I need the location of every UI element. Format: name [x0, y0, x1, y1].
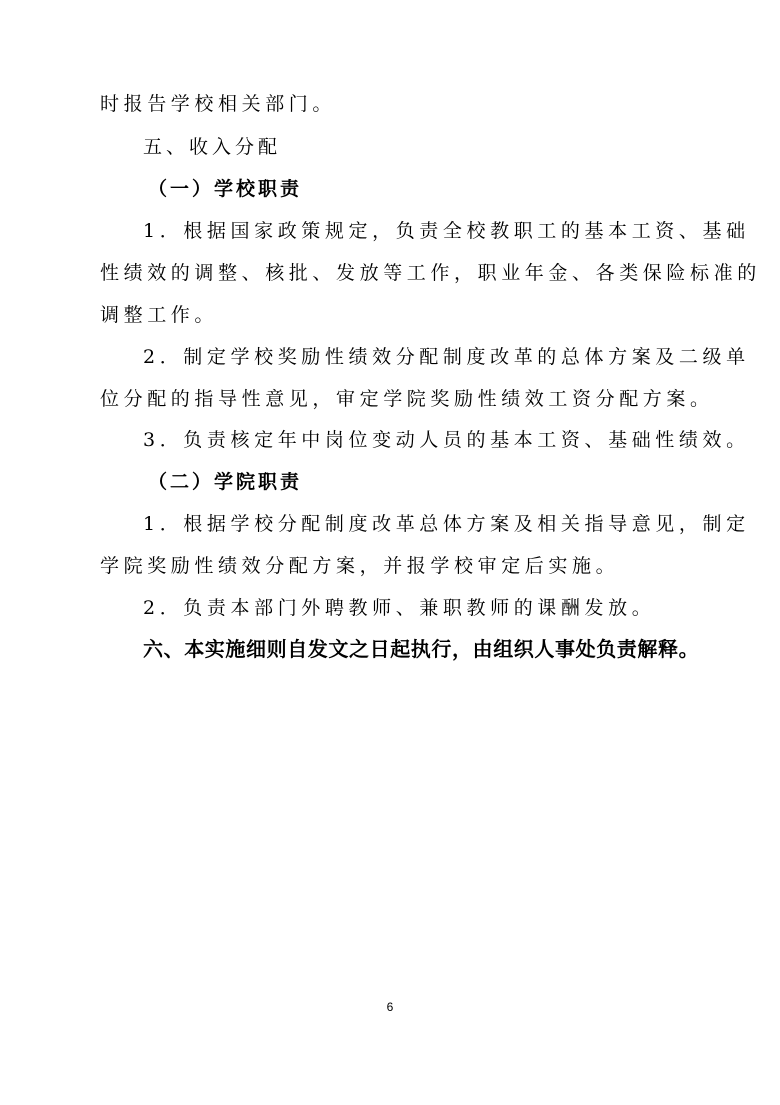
section-heading-income-distribution: 五、收入分配	[143, 136, 282, 158]
school-duty-1-line-2: 性绩效的调整、核批、发放等工作，职业年金、各类保险标准的	[100, 262, 761, 284]
subsection-heading-school-duties: （一）学校职责	[148, 178, 303, 200]
subsection-heading-college-duties: （二）学院职责	[148, 471, 303, 493]
college-duty-1-line-1: 1．根据学校分配制度改革总体方案及相关指导意见，制定	[143, 513, 750, 535]
school-duty-1-line-1: 1．根据国家政策规定，负责全校教职工的基本工资、基础	[143, 220, 750, 242]
school-duty-3: 3．负责核定年中岗位变动人员的基本工资、基础性绩效。	[143, 429, 750, 451]
page-number: 6	[386, 1000, 394, 1014]
school-duty-2-line-2: 位分配的指导性意见，审定学院奖励性绩效工资分配方案。	[100, 388, 714, 410]
college-duty-2: 2．负责本部门外聘教师、兼职教师的课酬发放。	[143, 597, 656, 619]
paragraph-continuation-line: 时报告学校相关部门。	[100, 93, 337, 115]
school-duty-1-line-3: 调整工作。	[100, 304, 219, 326]
school-duty-2-line-1: 2．制定学校奖励性绩效分配制度改革的总体方案及二级单	[143, 346, 750, 368]
final-provision-heading: 六、本实施细则自发文之日起执行，由组织人事处负责解释。	[143, 637, 700, 661]
college-duty-1-line-2: 学院奖励性绩效分配方案，并报学校审定后实施。	[100, 555, 620, 577]
